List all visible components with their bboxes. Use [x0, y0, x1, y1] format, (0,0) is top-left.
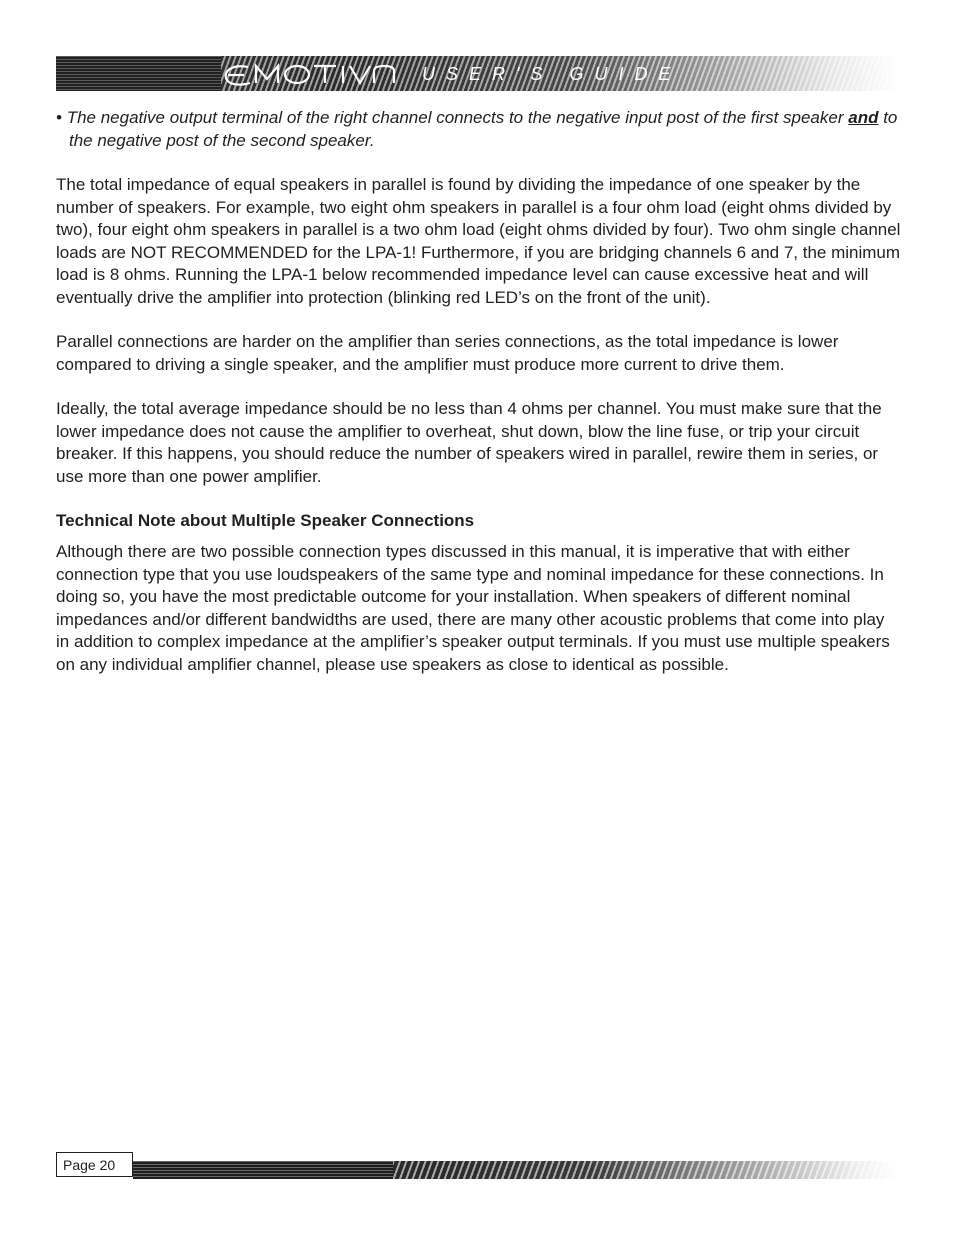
page-number: Page 20	[56, 1152, 133, 1177]
header-stripes	[56, 56, 221, 91]
footer-bar	[133, 1161, 898, 1179]
section-heading: Technical Note about Multiple Speaker Connections	[56, 511, 475, 530]
bullet-emphasis: and	[848, 108, 879, 127]
paragraph-technical-note: Although there are two possible connection types discussed in this manual, it is imperative that with either connection type that you use loudspeakers of the same type and nominal impedance for these connections. In doing so, you have the most predictable outcome for your installation. When speakers of different nominal impedances and/or different bandwidths are used, there are many other acoustic problems that come into play in addition to complex impedance at the amplifier’s speaker output terminals. If you must use multiple speakers on any individual amplifier channel, please use speakers as close to identical as possible.	[56, 542, 890, 674]
page-content	[56, 107, 901, 698]
guide-title: USER'S GUIDE	[422, 64, 682, 84]
header-bar	[56, 56, 898, 91]
paragraph-parallel-impedance: The total impedance of equal speakers in parallel is found by dividing the impedance of one speaker by the number of speakers. For example, two eight ohm speakers in parallel is a four ohm load (eight ohms divided by two), four eight ohm speakers in parallel is a two ohm load (eight ohms divided by four). Two ohm single channel loads are NOT RECOMMENDED for the LPA-1! Furthermore, if you are bridging channels 6 and 7, the minimum load is 8 ohms. Running the LPA-1 below recommended impedance level can cause excessive heat and will eventually drive the amplifier into protection (blinking red LED’s on the front of the unit).	[56, 175, 901, 307]
paragraph-parallel-vs-series: Parallel connections are harder on the amplifier than series connections, as the total impedance is lower compared to driving a single speaker, and the amplifier must produce more current to drive them.	[56, 332, 839, 374]
emotiva-logo	[222, 59, 412, 89]
bullet-text-after: to the negative post of the second speaker.	[69, 108, 898, 150]
footer-stripes	[133, 1161, 393, 1179]
paragraph-average-impedance: Ideally, the total average impedance should be no less than 4 ohms per channel. You must make sure that the lower impedance does not cause the amplifier to overheat, shut down, blow the line fuse, or trip your circuit breaker. If this happens, you should reduce the number of speakers wired in parallel, rewire them in series, or use more than one power amplifier.	[56, 399, 882, 486]
emotiva-logo-graphic	[222, 59, 412, 89]
bullet-item	[56, 107, 901, 152]
bullet-marker: •	[56, 108, 62, 127]
bullet-text-before: The negative output terminal of the right channel connects to the negative input post of the first speaker	[66, 108, 849, 127]
